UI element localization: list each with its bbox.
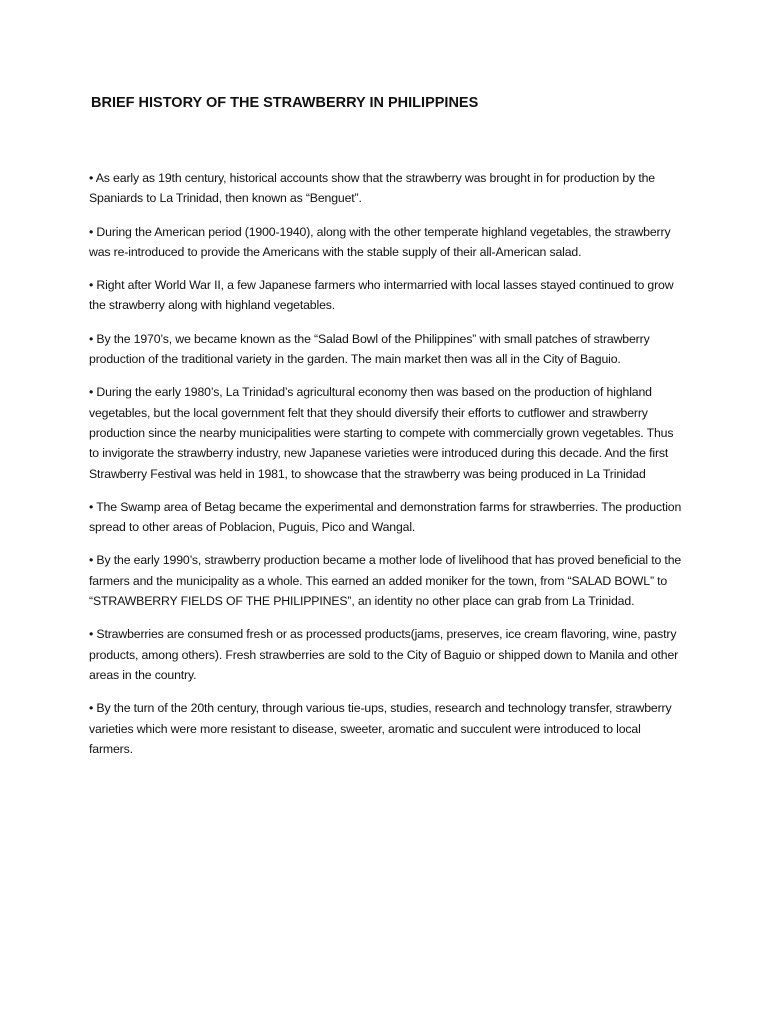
paragraph-1990s: • By the early 1990’s, strawberry production became a mother lode of livelihood that has proved beneficial to the farmers and the municipality as a whole. This earned an added moniker for the town, from “SALAD BOWL” to “STRAWBERRY FIELDS OF THE PHILIPPINES”, an identity no other place can grab from La Trinidad. [89, 553, 682, 609]
paragraph-post-war: • Right after World War II, a few Japanese farmers who intermarried with local lasses stayed continued to grow the strawberry along with highland vegetables. [89, 278, 674, 313]
paragraph-1980s: • During the early 1980’s, La Trinidad’s agricultural economy then was based on the production of highland vegetables, but the local government felt that they should diversify their efforts to cutflower and strawberry production since the nearby municipalities were starting to compete with commercially grown vegetables. Thus to invigorate the strawberry industry, new Japanese varieties were introduced during this decade. And the first Strawberry Festival was held in 1981, to showcase that the strawberry was being produced in La Trinidad [89, 385, 674, 481]
document-title: BRIEF HISTORY OF THE STRAWBERRY IN PHILIPPINES [91, 95, 479, 111]
paragraph-20th-century: • By the turn of the 20th century, through various tie-ups, studies, research and technology transfer, strawberry varieties which were more resistant to disease, sweeter, aromatic and succulent were introduced to local farmers. [89, 701, 672, 756]
paragraph-betag-swamp: • The Swamp area of Betag became the experimental and demonstration farms for strawberries. The production spread to other areas of Poblacion, Puguis, Pico and Wangal. [89, 499, 682, 535]
document-body [89, 168, 685, 772]
paragraph-consumption: • Strawberries are consumed fresh or as processed products(jams, preserves, ice cream flavoring, wine, pastry products, among others). Fresh strawberries are sold to the City of Baguio or shipped down to Manila and other areas in the country. [89, 627, 679, 682]
paragraph-spanish-era: • As early as 19th century, historical accounts show that the strawberry was brought in for production by the Spaniards to La Trinidad, then known as “Benguet”. [89, 171, 655, 206]
paragraph-american-period: • During the American period (1900-1940), along with the other temperate highland vegetables, the strawberry was re-introduced to provide the Americans with the stable supply of their all-American salad. [89, 224, 671, 259]
paragraph-1970s: • By the 1970’s, we became known as the “Salad Bowl of the Philippines” with small patches of strawberry production of the traditional variety in the garden. The main market then was all in the City of Baguio. [89, 331, 650, 367]
